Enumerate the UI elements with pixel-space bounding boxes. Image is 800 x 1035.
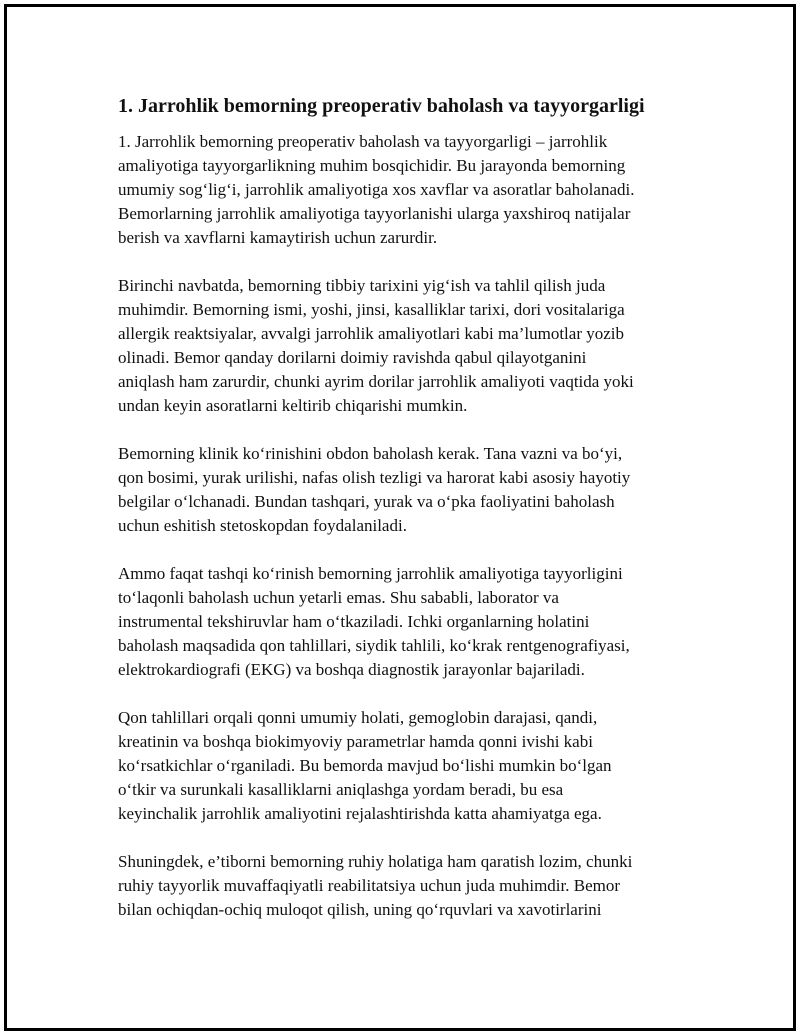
text-line: amaliyotiga tayyorgarlikning muhim bosqichidir. Bu jarayonda bemorning bbox=[118, 156, 626, 175]
document-body bbox=[118, 92, 688, 946]
text-line: Bemorlarning jarrohlik amaliyotiga tayyorlanishi ularga yaxshiroq natijalar bbox=[118, 204, 631, 223]
text-line: muhimdir. Bemorning ismi, yoshi, jinsi, kasalliklar tarixi, dori vositalariga bbox=[118, 300, 625, 319]
text-line: keyinchalik jarrohlik amaliyotini rejalashtirishda katta ahamiyatga ega. bbox=[118, 804, 602, 823]
text-line: baholash maqsadida qon tahlillari, siydik tahlili, ko‘krak rentgenografiyasi, bbox=[118, 636, 630, 655]
text-line: Bemorning klinik ko‘rinishini obdon baholash kerak. Tana vazni va bo‘yi, bbox=[118, 444, 623, 463]
paragraph-lab-tests bbox=[118, 562, 688, 682]
paragraph-intro bbox=[118, 130, 688, 250]
text-line: kreatinin va boshqa biokimyoviy parametrlar hamda qonni ivishi kabi bbox=[118, 732, 593, 751]
paragraph-medical-history bbox=[118, 274, 688, 418]
text-line: allergik reaktsiyalar, avvalgi jarrohlik amaliyotlari kabi ma’lumotlar yozib bbox=[118, 324, 624, 343]
paragraph-psychological-state bbox=[118, 850, 688, 922]
text-line: instrumental tekshiruvlar ham o‘tkaziladi. Ichki organlarning holatini bbox=[118, 612, 590, 631]
text-line: undan keyin asoratlarni keltirib chiqarishi mumkin. bbox=[118, 396, 468, 415]
text-line: Ammo faqat tashqi ko‘rinish bemorning jarrohlik amaliyotiga tayyorligini bbox=[118, 564, 623, 583]
text-line: belgilar o‘lchanadi. Bundan tashqari, yurak va o‘pka faoliyatini baholash bbox=[118, 492, 615, 511]
text-line: umumiy sog‘lig‘i, jarrohlik amaliyotiga xos xavflar va asoratlar baholanadi. bbox=[118, 180, 635, 199]
text-line: aniqlash ham zarurdir, chunki ayrim dorilar jarrohlik amaliyoti vaqtida yoki bbox=[118, 372, 634, 391]
paragraph-clinical-assessment bbox=[118, 442, 688, 538]
text-line: olinadi. Bemor qanday dorilarni doimiy ravishda qabul qilayotganini bbox=[118, 348, 587, 367]
text-line: elektrokardiografi (EKG) va boshqa diagnostik jarayonlar bajariladi. bbox=[118, 660, 585, 679]
text-line: ruhiy tayyorlik muvaffaqiyatli reabilitatsiya uchun juda muhimdir. Bemor bbox=[118, 876, 621, 895]
text-line: uchun eshitish stetoskopdan foydalaniladi. bbox=[118, 516, 407, 535]
paragraph-blood-tests bbox=[118, 706, 688, 826]
document-title: 1. Jarrohlik bemorning preoperativ baholash va tayyorgarligi bbox=[118, 95, 645, 117]
text-line: Qon tahlillari orqali qonni umumiy holati, gemoglobin darajasi, qandi, bbox=[118, 708, 598, 727]
text-line: berish va xavflarni kamaytirish uchun zarurdir. bbox=[118, 228, 438, 247]
text-line: qon bosimi, yurak urilishi, nafas olish tezligi va harorat kabi asosiy hayotiy bbox=[118, 468, 631, 487]
text-line: 1. Jarrohlik bemorning preoperativ baholash va tayyorgarligi – jarrohlik bbox=[118, 132, 608, 151]
text-line: bilan ochiqdan-ochiq muloqot qilish, uning qo‘rquvlari va xavotirlarini bbox=[118, 900, 602, 919]
text-line: Birinchi navbatda, bemorning tibbiy tarixini yig‘ish va tahlil qilish juda bbox=[118, 276, 606, 295]
text-line: Shuningdek, e’tiborni bemorning ruhiy holatiga ham qaratish lozim, chunki bbox=[118, 852, 633, 871]
text-line: o‘tkir va surunkali kasalliklarni aniqlashga yordam beradi, bu esa bbox=[118, 780, 564, 799]
text-line: ko‘rsatkichlar o‘rganiladi. Bu bemorda mavjud bo‘lishi mumkin bo‘lgan bbox=[118, 756, 612, 775]
text-line: to‘laqonli baholash uchun yetarli emas. Shu sababli, laborator va bbox=[118, 588, 559, 607]
